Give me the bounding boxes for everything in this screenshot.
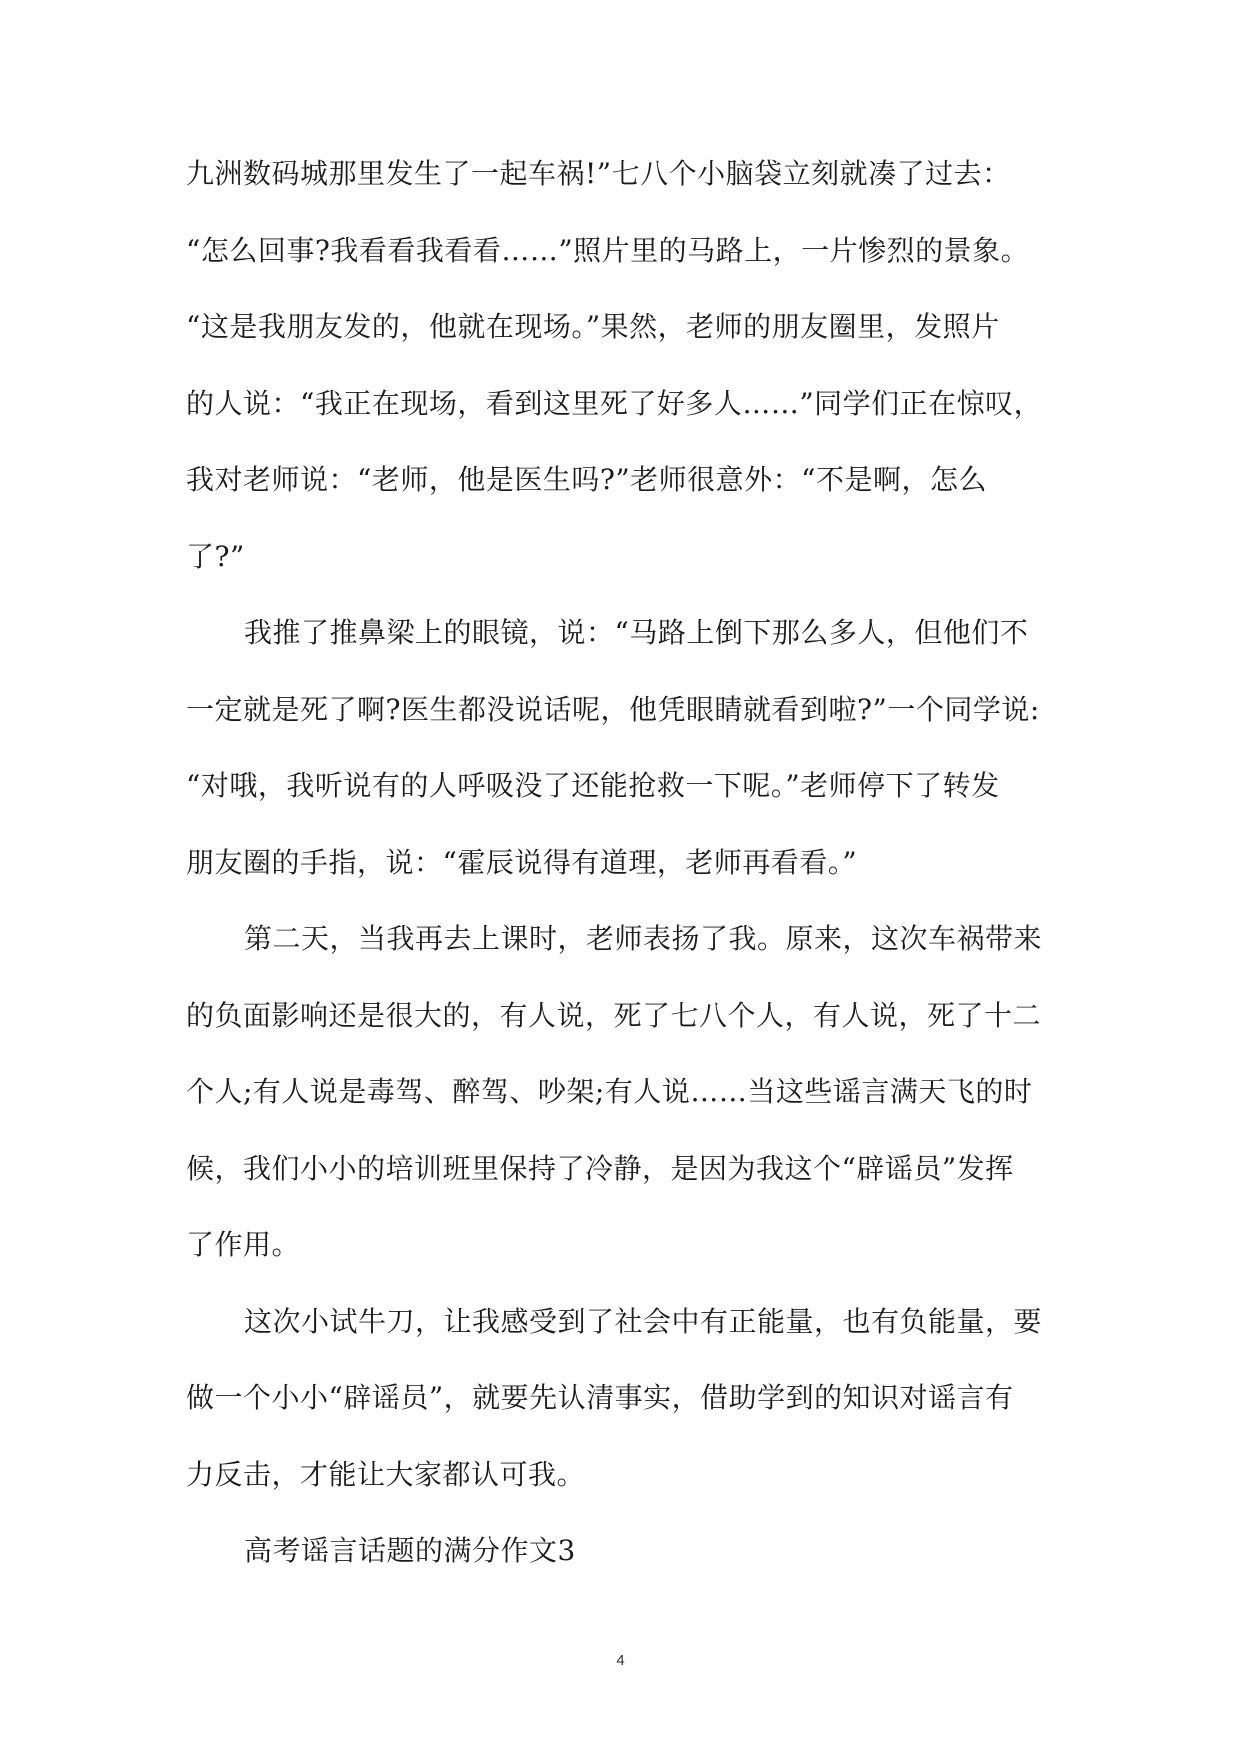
text-line: 做一个小小“辟谣员”，就要先认清事实，借助学到的知识对谣言有 <box>186 1381 1014 1414</box>
text-line: 朋友圈的手指，说：“霍辰说得有道理，老师再看看。” <box>186 845 858 879</box>
text-line: 了作用。 <box>186 1228 301 1261</box>
section-heading: 高考谣言话题的满分作文3 <box>244 1534 576 1567</box>
paragraph-start-line: 这次小试牛刀，让我感受到了社会中有正能量，也有负能量，要 <box>244 1304 1043 1338</box>
text-line: 个人;有人说是毒驾、醉驾、吵架;有人说……当这些谣言满天飞的时 <box>186 1075 1033 1108</box>
text-line: 一定就是死了啊?医生都没说话呢，他凭眼睛就看到啦?”一个同学说: <box>186 692 1040 726</box>
text-line: “对哦，我听说有的人呼吸没了还能抢救一下呢。”老师停下了转发 <box>186 769 1000 802</box>
text-line: 了?” <box>186 539 245 573</box>
paragraph-start-line: 第二天，当我再去上课时，老师表扬了我。原来，这次车祸带来 <box>244 922 1043 955</box>
body-text <box>186 136 1086 1590</box>
text-line: 候，我们小小的培训班里保持了冷静，是因为我这个“辟谣员”发挥 <box>186 1151 1014 1185</box>
page-number: 4 <box>616 1652 625 1669</box>
text-line: 的人说：“我正在现场，看到这里死了好多人……”同学们正在惊叹， <box>186 386 1043 420</box>
text-line: “这是我朋友发的，他就在现场。”果然，老师的朋友圈里，发照片 <box>186 310 1000 343</box>
paragraph-start-line: 我推了推鼻梁上的眼镜，说：“马路上倒下那么多人，但他们不 <box>244 616 1029 649</box>
text-line: 的负面影响还是很大的，有人说，死了七八个人，有人说，死了十二 <box>186 998 1042 1032</box>
text-line: 我对老师说：“老师，他是医生吗?”老师很意外：“不是啊，怎么 <box>186 463 987 496</box>
text-line: 九洲数码城那里发生了一起车祸!”七八个小脑袋立刻就凑了过去： <box>186 157 1011 190</box>
text-line: 力反击，才能让大家都认可我。 <box>186 1457 586 1491</box>
text-line: “怎么回事?我看看我看看……”照片里的马路上，一片惨烈的景象。 <box>186 233 1030 267</box>
